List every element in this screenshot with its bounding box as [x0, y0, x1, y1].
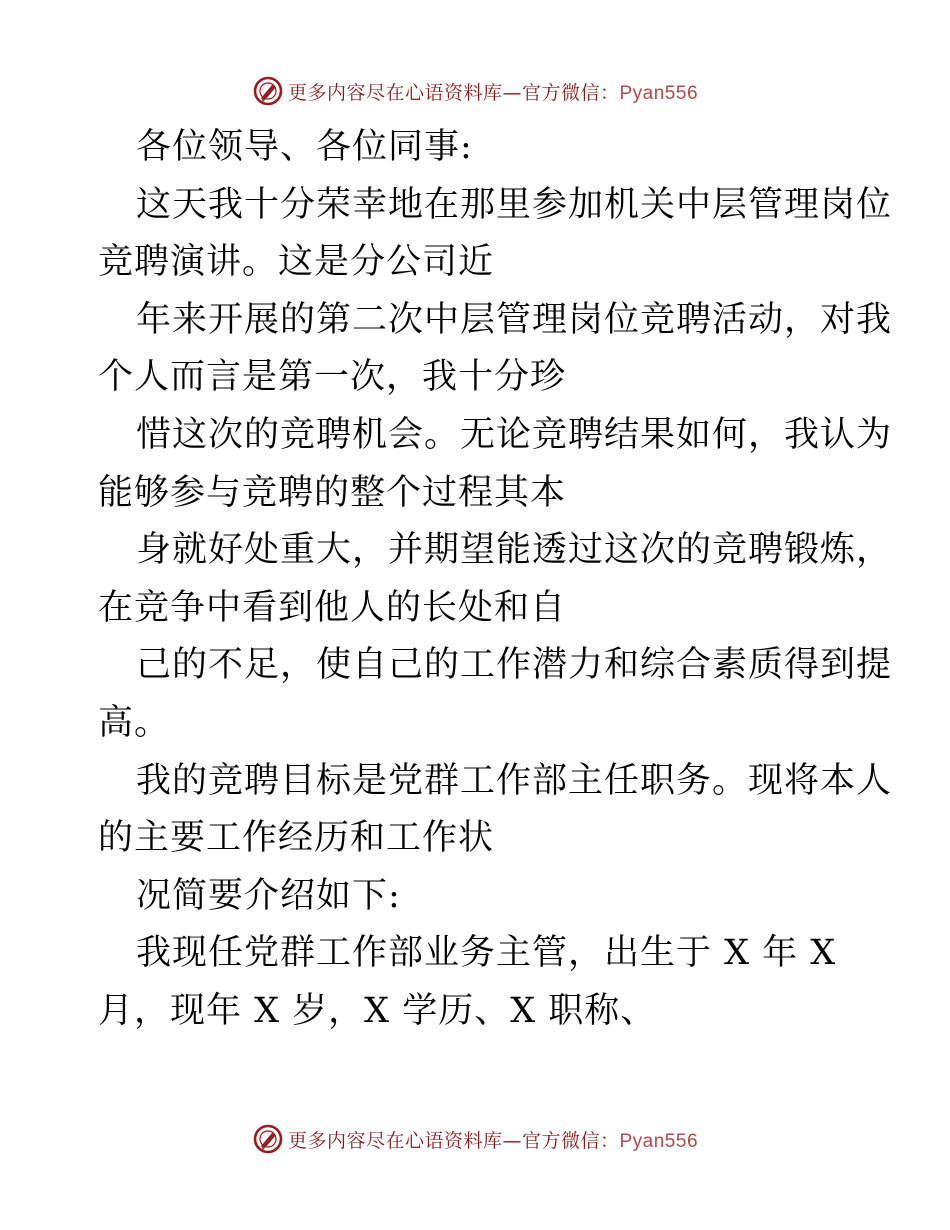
wechat-id: Pyan556	[619, 1130, 699, 1152]
body-line: 月，现年 X 岁，X 学历、X 职称、	[98, 990, 657, 1031]
body-line: 个人而言是第一次，我十分珍	[98, 357, 567, 398]
body-line: 高。	[98, 702, 171, 743]
banner-text	[288, 1126, 698, 1153]
body-line: 竞聘演讲。这是分公司近	[98, 242, 495, 283]
body-line: 年来开展的第二次中层管理岗位竞聘活动，对我	[136, 299, 893, 340]
body-line: 这天我十分荣幸地在那里参加机关中层管理岗位	[136, 184, 893, 225]
banner-text	[288, 78, 698, 105]
body-line: 己的不足，使自己的工作潜力和综合素质得到提	[136, 645, 893, 686]
body-line: 能够参与竞聘的整个过程其本	[98, 472, 567, 513]
body-line: 的主要工作经历和工作状	[98, 818, 495, 859]
pen-logo-icon	[252, 1123, 284, 1155]
body-line: 身就好处重大，并期望能透过这次的竞聘锻炼，	[136, 530, 893, 571]
pen-logo-icon	[252, 75, 284, 107]
body-line: 我的竞聘目标是党群工作部主任职务。现将本人	[136, 760, 893, 801]
footer-banner	[0, 1122, 950, 1156]
banner-slogan: 更多内容尽在心语资料库—官方微信：	[287, 81, 620, 104]
header-banner	[0, 74, 950, 108]
body-line: 惜这次的竞聘机会。无论竞聘结果如何，我认为	[136, 414, 893, 455]
wechat-id: Pyan556	[619, 82, 699, 104]
body-line: 我现任党群工作部业务主管，出生于 X 年 X	[136, 933, 837, 974]
document-body	[98, 119, 893, 1041]
banner-slogan: 更多内容尽在心语资料库—官方微信：	[287, 1129, 620, 1152]
body-line: 各位领导、各位同事:	[136, 127, 473, 167]
body-line: 况简要介绍如下:	[136, 875, 401, 916]
body-line: 在竞争中看到他人的长处和自	[98, 587, 567, 628]
